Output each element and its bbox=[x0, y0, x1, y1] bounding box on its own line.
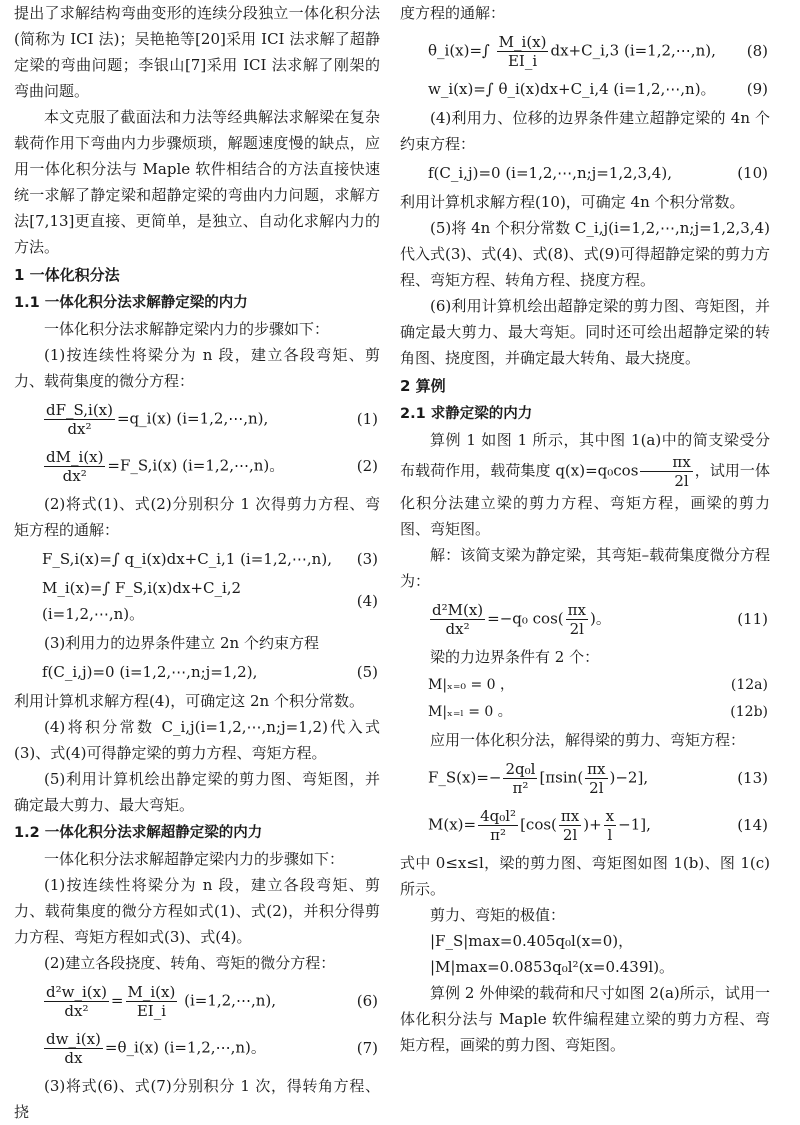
eq1-fraction: $\frac{dF\_S,i(x)}{\text{dx²}}$ bbox=[46, 400, 113, 438]
section-1-heading: 1 一体化积分法 bbox=[14, 266, 120, 284]
right-continuation: 度方程的通解： bbox=[400, 4, 506, 22]
r-step5: (5)将 4n 个积分常数 C_i,j(i=1,2,⋯,n;j=1,2,3,4)代入式(3)、式(4)、式(8)、式(9)可得超静定梁的剪力方程、弯矩方程、转角方程、挠度方程。 bbox=[400, 219, 770, 289]
equation-12a: M|ₓ₌₀ = 0 ， (12a) bbox=[400, 673, 770, 697]
eq13-inner-fraction: $\frac{\pi x}{2l}$ bbox=[587, 759, 606, 797]
equation-4: M_i(x)=∫ F_S,i(x)dx+C_i,2 (i=1,2,⋯,n)。 (4) bbox=[42, 579, 378, 623]
extreme-intro: 剪力、弯矩的极值： bbox=[430, 906, 566, 924]
eq11-number: (11) bbox=[737, 610, 768, 628]
eq8-number: (8) bbox=[746, 42, 768, 60]
s11-step5: (5)利用计算机绘出静定梁的剪力图、弯矩图，并确定最大剪力、最大弯矩。 bbox=[14, 770, 380, 814]
r-step4: (4)利用力、位移的边界条件建立超静定梁的 4n 个约束方程： bbox=[400, 109, 770, 153]
eq6-fraction-right: $\frac{M\_i(x)}{EI\_i}$ bbox=[127, 982, 176, 1020]
eq7-number: (7) bbox=[356, 1039, 378, 1057]
section-2-1-heading: 2.1 求静定梁的内力 bbox=[400, 406, 533, 422]
eq14-fraction: $\frac{\text{4q₀l²}}{\text{π²}}$ bbox=[480, 806, 517, 844]
left-column bbox=[14, 0, 380, 1125]
eq6-number: (6) bbox=[356, 992, 378, 1010]
s11-intro: 一体化积分法求解静定梁内力的步骤如下： bbox=[44, 320, 330, 338]
eq12a-number: (12a) bbox=[730, 677, 768, 693]
eq5-number: (5) bbox=[356, 663, 378, 681]
eq10-number: (10) bbox=[737, 164, 768, 182]
eq12b-number: (12b) bbox=[730, 704, 768, 720]
eq14-number: (14) bbox=[737, 816, 768, 834]
eq13-number: (13) bbox=[737, 769, 768, 787]
equation-3: F_S,i(x)=∫ q_i(x)dx+C_i,1 (i=1,2,⋯,n), (3) bbox=[14, 546, 380, 572]
intro-paragraph: 提出了求解结构弯曲变形的连续分段独立一体化积分法(简称为 ICI 法)；吴艳艳等[20]采用 ICI 法求解了超静定梁的弯曲问题；李银山[7]采用 ICI 法求解了刚架的弯曲问题。 bbox=[14, 4, 380, 100]
eq2-number: (2) bbox=[356, 457, 378, 475]
overview-paragraph: 本文克服了截面法和力法等经典解法求解梁在复杂载荷作用下弯曲内力步骤烦琐，解题速度慢的缺点，应用一体化积分法与 Maple 软件相结合的方法直接快速统一求解了静定梁和超静定梁的弯曲内力问题，求解方法[7,13]更直接、更简单，是独立、自动化求解内力的方法。 bbox=[14, 108, 380, 256]
s12-intro: 一体化积分法求解超静定梁内力的步骤如下： bbox=[44, 850, 345, 868]
equation-8: θ_i(x)=∫ $\frac{M\_i(x)}{EI\_i}$ dx+C_i,3 (i=1,2,⋯,n), (8) bbox=[428, 32, 768, 70]
apply-paragraph: 应用一体化积分法，解得梁的剪力、弯矩方程： bbox=[430, 731, 746, 749]
s11-step3: (3)利用力的边界条件建立 2n 个约束方程 bbox=[44, 634, 319, 652]
eq13-fraction: $\frac{\text{2q₀l}}{\text{π²}}$ bbox=[505, 759, 536, 797]
after-14-paragraph: 式中 0≤x≤l，梁的剪力图、弯矩图如图 1(b)、图 1(c)所示。 bbox=[400, 854, 770, 898]
equation-1: $\frac{dF\_S,i(x)}{\text{dx²}}$ =q_i(x) (i=1,2,⋯,n), (1) bbox=[46, 400, 378, 438]
eq4-number: (4) bbox=[356, 592, 378, 610]
equation-9: w_i(x)=∫ θ_i(x)dx+C_i,4 (i=1,2,⋯,n)。 (9) bbox=[400, 76, 770, 102]
equation-5: f(C_i,j)=0 (i=1,2,⋯,n;j=1,2), (5) bbox=[14, 659, 380, 685]
equation-11: $\frac{\text{d²M(x)}}{\text{dx²}}$ =−q₀ cos( $\frac{\pi x}{2l}$ )。 (11) bbox=[432, 600, 768, 638]
s12-step3: (3)将式(6)、式(7)分别积分 1 次，得转角方程、挠 bbox=[14, 1077, 380, 1121]
solution-intro: 解：该简支梁为静定梁，其弯矩–载荷集度微分方程为： bbox=[400, 546, 770, 590]
eq9-number: (9) bbox=[746, 80, 768, 98]
eq1-number: (1) bbox=[356, 410, 378, 428]
r-after10: 利用计算机求解方程(10)，可确定 4n 个积分常数。 bbox=[400, 193, 745, 211]
eq11-fraction: $\frac{\text{d²M(x)}}{\text{dx²}}$ bbox=[432, 600, 484, 638]
extreme-moment: |M|max=0.0853q₀l²(x=0.439l)。 bbox=[430, 958, 675, 976]
equation-10: f(C_i,j)=0 (i=1,2,⋯,n;j=1,2,3,4), (10) bbox=[400, 160, 770, 186]
section-1-1-heading: 1.1 一体化积分法求解静定梁的内力 bbox=[14, 295, 248, 311]
right-column bbox=[400, 0, 770, 1058]
equation-2: $\frac{dM\_i(x)}{\text{dx²}}$ =F_S,i(x) (i=1,2,⋯,n)。 (2) bbox=[46, 447, 378, 485]
ex1-fraction: $\frac{\pi x}{2l}$ bbox=[640, 453, 692, 490]
s11-step2: (2)将式(1)、式(2)分别积分 1 次得剪力方程、弯矩方程的通解： bbox=[14, 495, 380, 539]
s12-step2: (2)建立各段挠度、转角、弯矩的微分方程： bbox=[44, 954, 336, 972]
r-step6: (6)利用计算机绘出超静定梁的剪力图、弯矩图，并确定最大剪力、最大弯矩。同时还可绘出超静定梁的转角图、挠度图，并确定最大转角、最大挠度。 bbox=[400, 297, 770, 367]
eq14-inner-fraction: $\frac{\pi x}{2l}$ bbox=[560, 806, 580, 844]
example-2-paragraph: 算例 2 外伸梁的载荷和尺寸如图 2(a)所示，试用一体化积分法与 Maple 软件编程建立梁的剪力方程、弯矩方程，画梁的剪力图、弯矩图。 bbox=[400, 984, 770, 1054]
eq2-fraction: $\frac{dM\_i(x)}{\text{dx²}}$ bbox=[46, 447, 104, 485]
equation-13: F_S(x)=− $\frac{\text{2q₀l}}{\text{π²}}$ [πsin( $\frac{\pi x}{2l}$ )−2], (13) bbox=[428, 759, 768, 797]
equation-12b: M|ₓ₌ₗ = 0 。 (12b) bbox=[400, 700, 770, 724]
s11-step1: (1)按连续性将梁分为 n 段，建立各段弯矩、剪力、载荷集度的微分方程： bbox=[14, 346, 380, 390]
section-1-2-heading: 1.2 一体化积分法求解超静定梁的内力 bbox=[14, 825, 263, 841]
eq6-fraction-left: $\frac{\text{d²w\_i(x)}}{\text{dx²}}$ bbox=[46, 982, 107, 1020]
eq3-number: (3) bbox=[356, 550, 378, 568]
example-1-paragraph: 算例 1 如图 1 所示，其中图 1(a)中的简支梁受分布载荷作用，载荷集度 q(x)=q₀cos $\frac{\pi x}{2l}$ ，试用一体化积分法建立梁的剪力方程、弯矩方程，画梁的剪力图、弯矩图。 bbox=[400, 431, 770, 538]
extreme-shear: |F_S|max=0.405q₀l(x=0)， bbox=[430, 932, 634, 950]
equation-7: $\frac{dw\_i(x)}{dx}$ =θ_i(x) (i=1,2,⋯,n)。 (7) bbox=[46, 1029, 378, 1067]
eq14-x-over-l-fraction: $\frac{x}{l}$ bbox=[605, 806, 615, 844]
eq11-inner-fraction: $\frac{\pi x}{2l}$ bbox=[567, 600, 586, 638]
section-2-heading: 2 算例 bbox=[400, 377, 446, 395]
eq7-fraction: $\frac{dw\_i(x)}{dx}$ bbox=[46, 1029, 101, 1067]
eq8-fraction: $\frac{M\_i(x)}{EI\_i}$ bbox=[498, 32, 547, 70]
equation-6: $\frac{\text{d²w\_i(x)}}{\text{dx²}}$ = $\frac{M\_i(x)}{EI\_i}$ (i=1,2,⋯,n), (6) bbox=[46, 982, 378, 1020]
s11-after5: 利用计算机求解方程(4)，可确定这 2n 个积分常数。 bbox=[14, 692, 364, 710]
equation-14: M(x)= $\frac{\text{4q₀l²}}{\text{π²}}$ [cos( $\frac{\pi x}{2l}$ )+ $\frac{x}{l}$ −1], (14) bbox=[428, 806, 768, 844]
s12-step1: (1)按连续性将梁分为 n 段，建立各段弯矩、剪力、载荷集度的微分方程如式(1)、式(2)，并积分得剪力方程、弯矩方程如式(3)、式(4)。 bbox=[14, 876, 380, 946]
s11-step4: (4)将积分常数 C_i,j(i=1,2,⋯,n;j=1,2)代入式(3)、式(4)可得静定梁的剪力方程、弯矩方程。 bbox=[14, 718, 380, 762]
boundary-intro: 梁的力边界条件有 2 个： bbox=[430, 648, 600, 666]
